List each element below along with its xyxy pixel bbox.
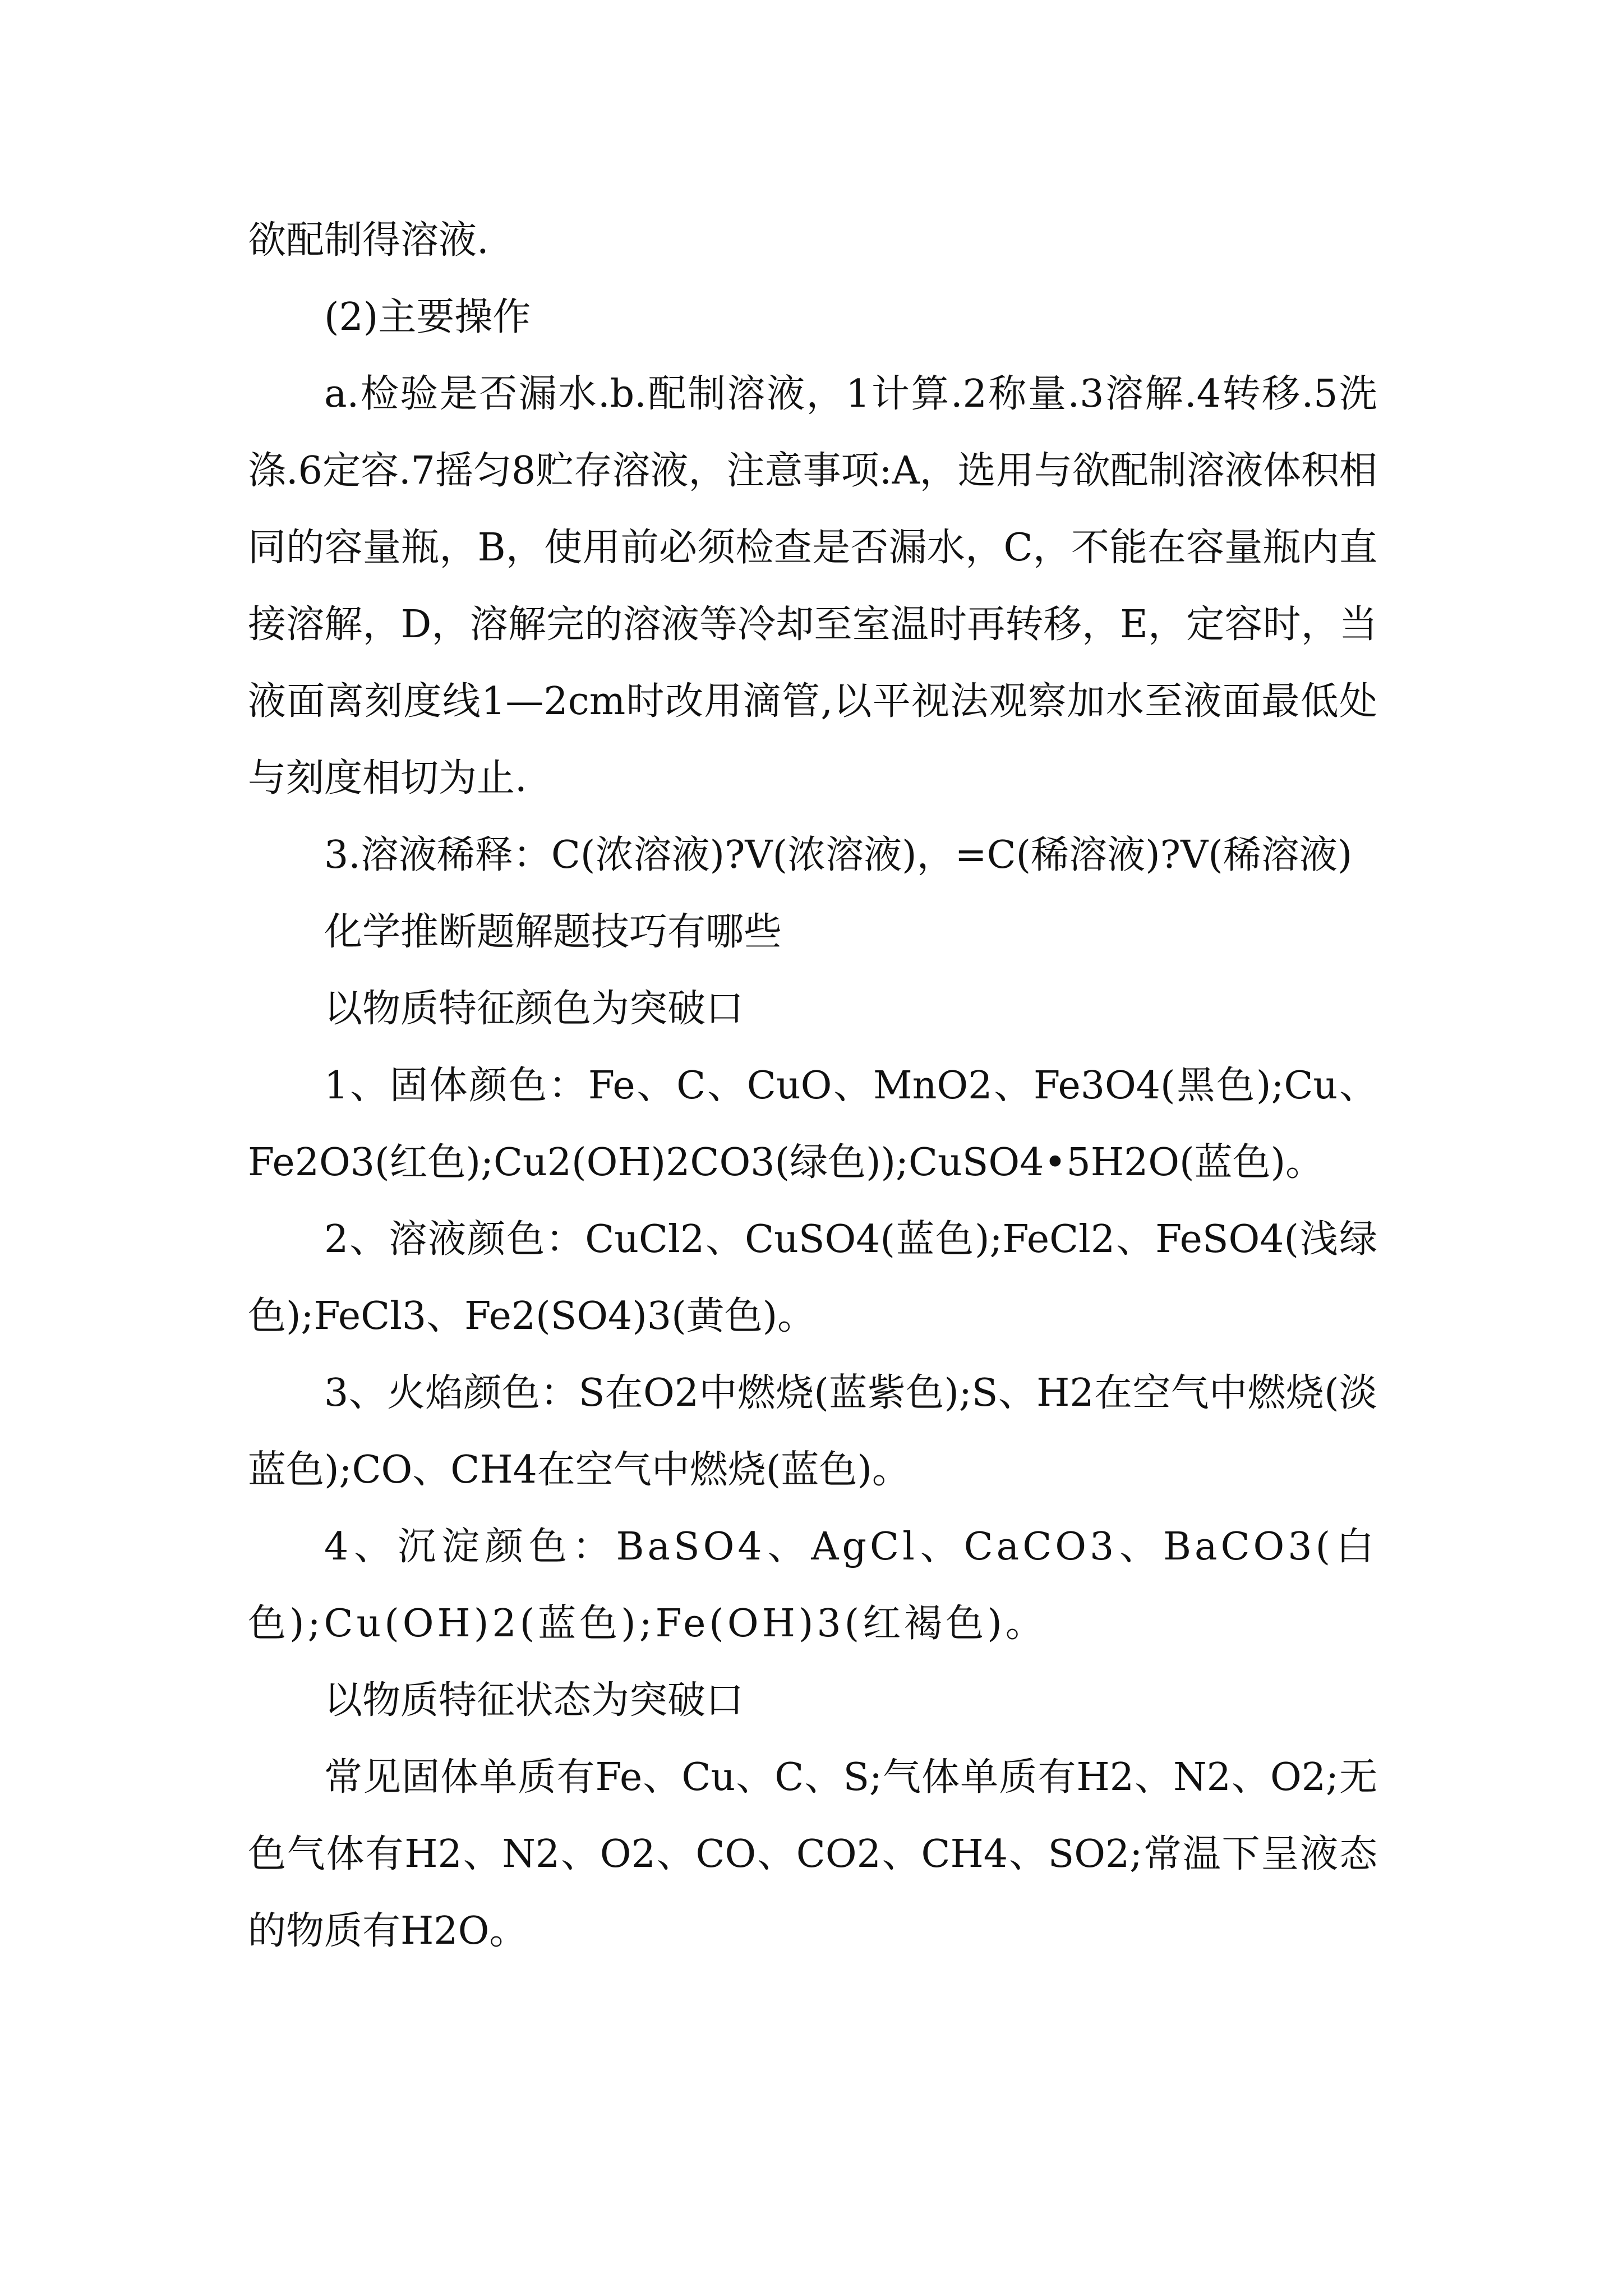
paragraph-common-substances: 常见固体单质有Fe、Cu、C、S;气体单质有H2、N2、O2;无色气体有H2、N2、O2、CO、CO2、CH4、SO2;常温下呈液态的物质有H2O。 — [248, 1755, 1377, 1953]
paragraph-continuation: 欲配制得溶液. — [248, 218, 489, 263]
document-body — [248, 202, 1377, 1970]
paragraph-solution-colors: 2、溶液颜色：CuCl2、CuSO4(蓝色);FeCl2、FeSO4(浅绿色);FeCl3、Fe2(SO4)3(黄色)。 — [248, 1217, 1377, 1338]
paragraph-dilution: 3.溶液稀释：C(浓溶液)?V(浓溶液)，=C(稀溶液)?V(稀溶液) — [324, 833, 1353, 877]
paragraph-operations-steps: a.检验是否漏水.b.配制溶液，1计算.2称量.3溶解.4转移.5洗涤.6定容.7摇匀8贮存溶液，注意事项:A，选用与欲配制溶液体积相同的容量瓶，B，使用前必须检查是否漏水，C，不能在容量瓶内直接溶解，D，溶解完的溶液等冷却至室温时再转移，E，定容时，当液面离刻度线1—2cm时改用滴管,以平视法观察加水至液面最低处与刻度相切为止. — [248, 372, 1377, 800]
paragraph-subheading-color: 以物质特征颜色为突破口 — [324, 987, 744, 1031]
paragraph-precipitate-colors: 4、沉淀颜色：BaSO4、AgCl、CaCO3、BaCO3(白色);Cu(OH)2(蓝色);Fe(OH)3(红褐色)。 — [248, 1525, 1377, 1646]
paragraph-flame-colors: 3、火焰颜色：S在O2中燃烧(蓝紫色);S、H2在空气中燃烧(淡蓝色);CO、CH4在空气中燃烧(蓝色)。 — [248, 1371, 1377, 1492]
paragraph-section-heading: 化学推断题解题技巧有哪些 — [324, 910, 782, 954]
paragraph-solid-colors: 1、固体颜色：Fe、C、CuO、MnO2、Fe3O4(黑色);Cu、Fe2O3(红色);Cu2(OH)2CO3(绿色));CuSO4•5H2O(蓝色)。 — [248, 1064, 1377, 1185]
paragraph-main-operations-heading: (2)主要操作 — [324, 295, 531, 339]
paragraph-subheading-state: 以物质特征状态为突破口 — [324, 1678, 744, 1723]
